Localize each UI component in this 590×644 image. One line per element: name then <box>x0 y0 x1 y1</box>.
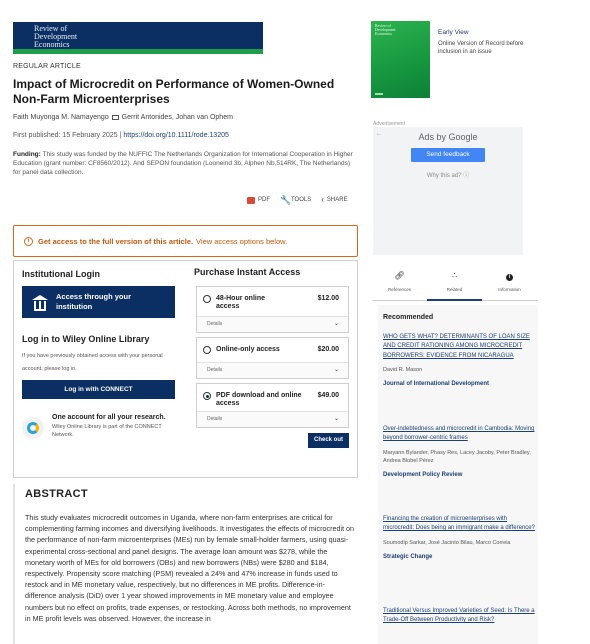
publication-info: First published: 15 February 2025 | https://doi.org/10.1111/rode.13205 <box>13 132 229 139</box>
author-list: Faith Muyonga M. Namayengo Gerrit Antonides, Johan van Ophem <box>13 114 233 121</box>
option-label: PDF download and online access <box>216 392 302 407</box>
author-link[interactable]: Johan van Ophem <box>175 114 233 121</box>
tab-label: Information <box>498 287 521 292</box>
tab-references[interactable] <box>372 269 427 301</box>
purchase-option-pdf-online[interactable] <box>196 383 349 428</box>
journal-banner-title: Review of Development Economics <box>34 24 78 49</box>
early-view-description: Online Version of Record before inclusion in an issue <box>438 41 524 55</box>
details-label: Details <box>207 416 223 422</box>
pdf-button[interactable] <box>247 197 270 204</box>
recommended-item <box>383 333 535 387</box>
info-icon: i <box>24 237 33 246</box>
article-title: Impact of Microcredit on Performance of Women-Owned Non-Farm Microenterprises <box>13 77 335 106</box>
wrench-icon: 🔧 <box>280 195 292 205</box>
abstract-divider <box>13 484 15 644</box>
pdf-label: PDF <box>258 197 270 203</box>
doi-link[interactable]: https://doi.org/10.1111/rode.13205 <box>123 132 229 139</box>
connect-logo-icon <box>22 417 44 439</box>
recommended-journal[interactable]: Journal of International Development <box>383 381 490 388</box>
share-button[interactable] <box>321 196 347 204</box>
ad-container <box>373 127 523 255</box>
wiley-login-title: Log in to Wiley Online Library <box>22 334 150 344</box>
link-icon: 🔗︎ <box>394 271 405 280</box>
article-tools <box>247 196 348 204</box>
option-price: $49.00 <box>317 392 339 399</box>
published-date: 15 February 2025 <box>62 132 118 139</box>
purchase-access-title: Purchase Instant Access <box>194 267 301 277</box>
details-label: Details <box>207 321 223 327</box>
option-details-toggle[interactable] <box>197 362 348 378</box>
email-icon[interactable] <box>112 115 119 120</box>
abstract-title: ABSTRACT <box>25 488 88 500</box>
institution-access-button[interactable] <box>22 286 175 318</box>
info-icon: i <box>506 274 513 281</box>
login-description: If you have previously obtained access with your personal account, please log in. <box>22 353 163 372</box>
purchase-option-online-only[interactable] <box>196 337 349 379</box>
sidebar-tabs <box>372 269 538 301</box>
share-label: SHARE <box>326 197 348 203</box>
recommended-journal[interactable]: Strategic Change <box>383 553 433 560</box>
option-price: $20.00 <box>317 346 339 353</box>
institution-icon <box>32 295 48 309</box>
option-price: $12.00 <box>317 295 339 302</box>
tab-information[interactable] <box>482 269 537 301</box>
view-access-options-link[interactable]: View access options below. <box>196 236 288 246</box>
published-label: First published: <box>13 132 63 139</box>
connect-description: Wiley Online Library is part of the CONNECT Network. <box>52 424 162 438</box>
journal-cover[interactable] <box>371 21 430 98</box>
option-label: Online-only access <box>216 346 280 353</box>
recommended-item <box>383 515 535 560</box>
network-icon: ∴ <box>451 271 458 280</box>
chevron-down-icon: ⌄ <box>333 367 339 373</box>
recommended-item <box>383 425 535 478</box>
early-view-link[interactable]: Early View <box>438 29 469 36</box>
recommended-title: Recommended <box>383 314 434 321</box>
option-label: 48-Hour online access <box>216 295 266 310</box>
share-icon: ‹ <box>321 195 324 204</box>
recommended-article-link[interactable]: Financing the creation of microenterprises with microcredit: Does being an immigrant make a difference? <box>383 516 535 532</box>
institution-button-label: Access through your institution <box>56 292 132 311</box>
details-label: Details <box>207 367 223 373</box>
option-details-toggle[interactable] <box>197 411 348 427</box>
pdf-icon <box>247 197 255 204</box>
option-radio[interactable] <box>203 295 211 303</box>
cover-title: Review of Development Economics <box>375 24 396 36</box>
send-feedback-button[interactable]: Send feedback <box>411 148 485 162</box>
recommended-item <box>383 607 535 626</box>
recommended-authors: Maryann Bylander, Phasy Res, Lacey Jacoby, Peter Bradley, Andrea Blobel Pérez <box>383 449 531 464</box>
tab-label: Related <box>446 287 463 292</box>
cover-publisher-mark <box>375 93 383 95</box>
tab-label: References <box>387 287 411 292</box>
chevron-down-icon: ⌄ <box>333 321 339 327</box>
back-arrow-icon[interactable]: ← <box>376 131 382 137</box>
recommended-article-link[interactable]: Over-indebtedness and microcredit in Cambodia: Moving beyond borrower-centric frames <box>383 426 535 442</box>
advertisement-label: Advertisement <box>373 121 405 127</box>
option-details-toggle[interactable] <box>197 316 348 332</box>
recommended-panel <box>378 305 538 644</box>
tools-button[interactable] <box>280 196 311 204</box>
author-link[interactable]: Gerrit Antonides <box>121 114 172 121</box>
article-type: REGULAR ARTICLE <box>13 63 81 70</box>
recommended-authors: David R. Mason <box>383 367 423 374</box>
purchase-option-48-hour[interactable] <box>196 286 349 333</box>
option-radio-selected[interactable] <box>203 392 211 400</box>
funding-statement <box>13 150 358 177</box>
tab-related[interactable] <box>427 269 482 301</box>
access-panel <box>13 260 358 478</box>
tools-label: TOOLS <box>291 197 312 203</box>
why-this-ad-link[interactable]: Why this ad? ⓘ <box>426 173 470 179</box>
connect-info <box>22 413 175 439</box>
abstract-text: This study evaluates microcredit outcomes in Uganda, where non-farm enterprises are critical for complementing farming incomes and diversifying livelihoods. It investigates the effects of microcredit on the performance of non-farm microenterprises (MEs) run by female small-holder farmers, using quasi-experimental cross-sectional and panel designs. The average loan amount was $278, while the monetary worth of MEs for old borrowers (OBs) and new borrowers (NBs) were $280 and $184, respectively. Propensity score matching (PSM) revealed a 24% and 47% increase in funds used to restock and in ME monetary value, respectively, but no differences in ME profits. Difference-in-difference analysis (DiD) over 1 year showed improvements in ME monetary value and employee numbers but no effect on profits, trade expenses, or restocking. Across both methods, no improvement in ME profit levels was observed. However, the increase in <box>25 513 355 623</box>
access-notice <box>13 225 358 257</box>
connect-login-button[interactable]: Log in with CONNECT <box>22 380 175 399</box>
recommended-article-link[interactable]: Traditional Versus Improved Varieties of Seed: Is There a Trade-Off Between Productivity and Risk? <box>383 608 535 624</box>
access-warning: Get access to the full version of this article. <box>38 236 194 246</box>
banner-accent-strip <box>13 49 263 54</box>
ads-by-google: Ads by Google <box>418 132 478 142</box>
recommended-article-link[interactable]: WHO GETS WHAT? DETERMINANTS OF LOAN SIZE AND CREDIT RATIONING AMONG MICROCREDIT BORROWERS: EVIDENCE FROM NICARAGUA <box>383 334 530 359</box>
option-radio[interactable] <box>203 346 211 354</box>
recommended-authors: Soumodip Sarkar, José Jacinto Bilau, Marco Correia <box>383 539 511 546</box>
connect-title: One account for all your research. <box>52 414 166 421</box>
checkout-button[interactable]: Check out <box>308 433 349 448</box>
journal-banner[interactable] <box>13 22 263 54</box>
chevron-down-icon: ⌄ <box>333 416 339 422</box>
institutional-login-title: Institutional Login <box>22 269 100 279</box>
recommended-journal[interactable]: Development Policy Review <box>383 471 463 478</box>
funding-label: Funding: <box>13 151 41 158</box>
author-link[interactable]: Faith Muyonga M. Namayengo <box>13 114 109 121</box>
funding-text: This study was funded by the NUFFIC The Netherlands Organization for International Cooperation in Higher Education (grant number: CF8560/2012). And SEPON foundation (Looneind 3b, Alphen Nb,514RK, The Netherlands) for panel data collection. <box>13 151 353 176</box>
